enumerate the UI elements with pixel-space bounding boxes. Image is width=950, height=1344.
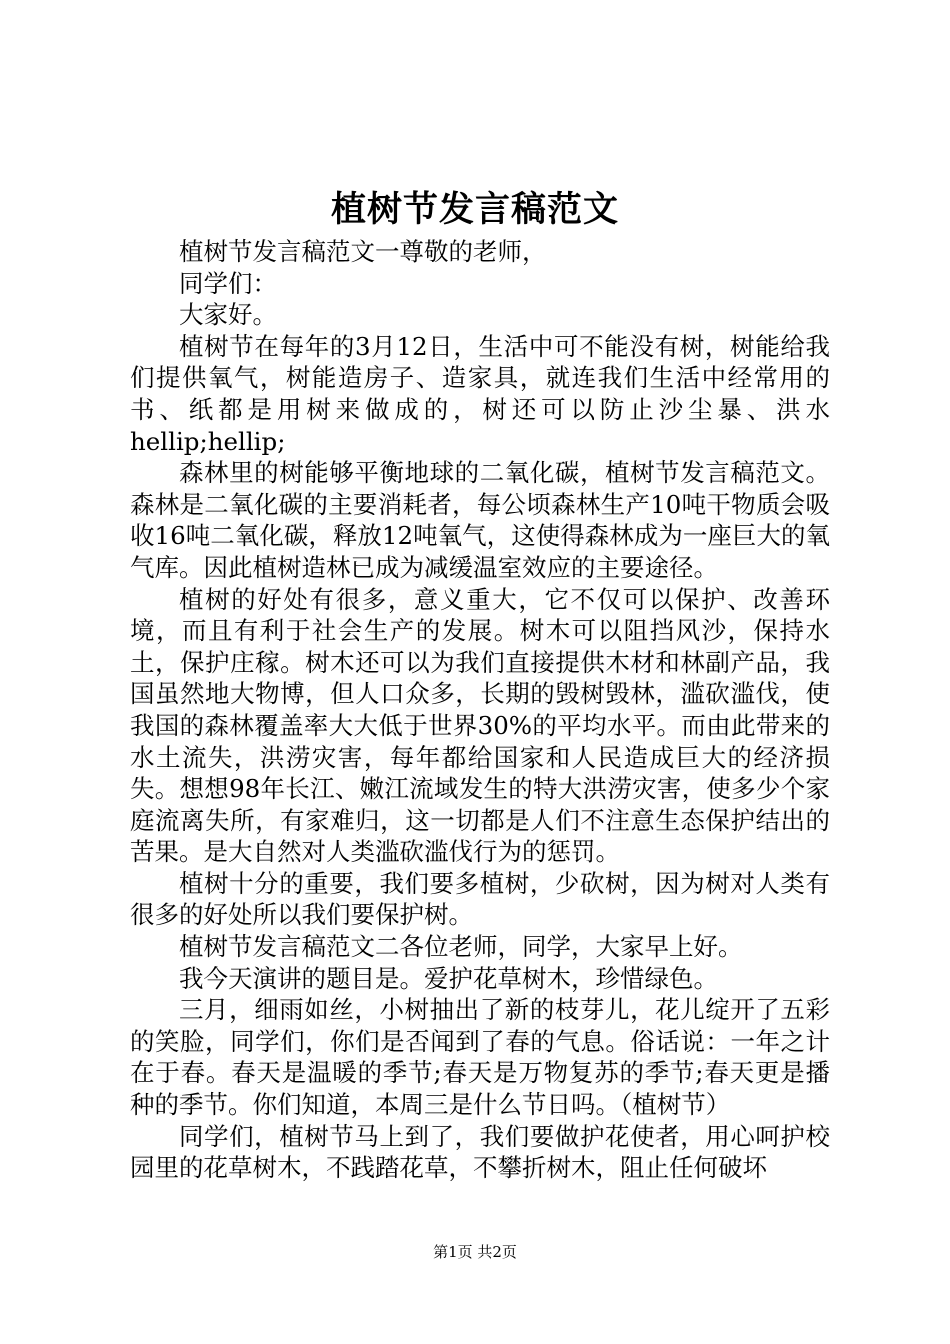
paragraph: 森林里的树能够平衡地球的二氧化碳，植树节发言稿范文。森林是二氧化碳的主要消耗者，每公顷森林生产10吨干物质会吸收16吨二氧化碳，释放12吨氧气，这使得森林成为一座巨大的氧气库。因此植树造林已成为减缓温室效应的主要途径。 [130,458,830,582]
paragraph: 植树节发言稿范文二各位老师，同学，大家早上好。 [179,932,743,962]
page-footer: 第1页 共2页 [433,1243,517,1261]
paragraph: 植树十分的重要，我们要多植树，少砍树，因为树对人类有很多的好处所以我们要保护树。 [130,868,830,930]
paragraph: 植树节发言稿范文一尊敬的老师， [179,237,547,266]
paragraph: 同学们： [179,268,277,298]
paragraph: 同学们，植树节马上到了，我们要做护花使者，用心呵护校园里的花草树木，不践踏花草，不攀折树木，阻止任何破坏 [130,1121,830,1183]
paragraph: 大家好。 [179,300,277,330]
paragraph: 植树节在每年的3月12日，生活中可不能没有树，树能给我们提供氧气，树能造房子、造家具，就连我们生活中经常用的书、纸都是用树来做成的，树还可以防止沙尘暴、洪水hellip;hellip; [130,331,830,456]
document-body [130,236,830,1184]
paragraph: 三月，细雨如丝，小树抽出了新的枝芽儿，花儿绽开了五彩的笑脸，同学们，你们是否闻到了春的气息。俗话说：一年之计在于春。春天是温暖的季节;春天是万物复苏的季节;春天更是播种的季节。你们知道，本周三是什么节日吗。（植树节） [130,995,830,1120]
paragraph: 植树的好处有很多，意义重大，它不仅可以保护、改善环境，而且有利于社会生产的发展。树木可以阻挡风沙，保持水土，保护庄稼。树木还可以为我们直接提供木材和林副产品，我国虽然地大物博，但人口众多，长期的毁树毁林，滥砍滥伐，使我国的森林覆盖率大大低于世界30%的平均水平。而由此带来的水土流失，洪涝灾害，每年都给国家和人民造成巨大的经济损失。想想98年长江、嫩江流域发生的特大洪涝灾害，使多少个家庭流离失所，有家难归，这一切都是人们不注意生态保护结出的苦果。是大自然对人类滥砍滥伐行为的惩罚。 [130,584,830,867]
paragraph: 我今天演讲的题目是。爱护花草树木，珍惜绿色。 [179,963,718,993]
document-title: 植树节发言稿范文 [330,190,619,230]
